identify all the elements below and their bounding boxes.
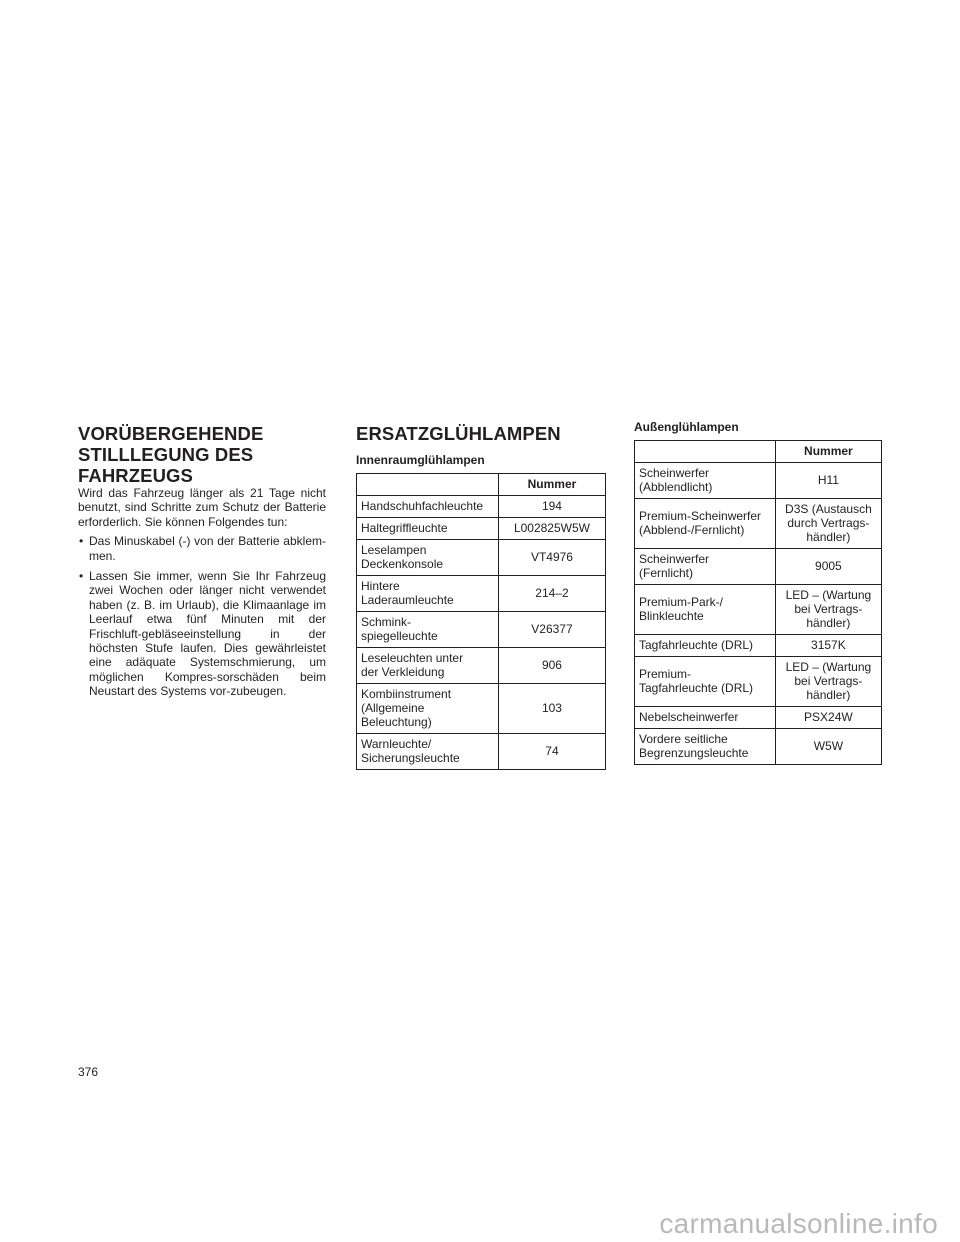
bulb-number-cell <box>775 635 881 657</box>
header-blank-cell <box>635 441 776 463</box>
bulb-name-cell <box>635 499 776 549</box>
interior-bulbs-subheading: Innenraumglühlampen <box>356 453 485 467</box>
table-header-row <box>635 441 882 463</box>
bulb-name-cell <box>635 549 776 585</box>
bulb-name-line: Begrenzungsleuchte <box>639 746 749 760</box>
bulb-name-line: Nebelscheinwerfer <box>639 710 739 724</box>
bulb-name-line: Premium- <box>639 667 692 681</box>
table-row <box>357 576 606 612</box>
bulb-number-cell <box>498 576 605 612</box>
bulb-name-line: Handschuhfachleuchte <box>361 499 484 513</box>
bulb-name-cell <box>357 496 499 518</box>
header-number-cell: Nummer <box>775 441 881 463</box>
bulb-name-line: Tagfahrleuchte (DRL) <box>639 681 754 695</box>
bulb-name-cell <box>357 734 499 770</box>
bulb-name-cell <box>635 635 776 657</box>
bulb-number-cell <box>498 734 605 770</box>
bulb-number-cell <box>498 518 605 540</box>
exterior-bulbs-table <box>634 440 882 765</box>
bulb-name-line: Hintere <box>361 579 400 593</box>
bulb-number-line: 9005 <box>815 559 842 573</box>
table-row <box>357 612 606 648</box>
bulb-name-line: Schmink- <box>361 615 412 629</box>
bulb-number-cell <box>775 463 881 499</box>
bulb-number-line: H11 <box>817 473 839 487</box>
bulb-name-cell <box>635 463 776 499</box>
table-row <box>635 707 882 729</box>
bulb-number-line: bei Vertrags- <box>794 674 863 688</box>
bulb-number-cell <box>775 549 881 585</box>
bulb-number-line: 74 <box>545 744 559 758</box>
table-row <box>357 540 606 576</box>
bulb-number-line: 103 <box>541 701 562 715</box>
bulb-name-line: (Abblend-/Fernlicht) <box>639 523 745 537</box>
bulb-name-line: Scheinwerfer <box>639 552 710 566</box>
bulb-number-line: VT4976 <box>530 550 573 564</box>
bulb-name-line: Beleuchtung) <box>361 715 432 729</box>
bulb-name-line: Laderaumleuchte <box>361 593 454 607</box>
exterior-bulbs-subheading: Außenglühlampen <box>634 420 739 434</box>
storage-heading-line: FAHRZEUGS <box>78 465 193 486</box>
bulb-number-line: 3157K <box>811 638 846 652</box>
page-number: 376 <box>78 1065 99 1079</box>
bulb-name-cell <box>357 612 499 648</box>
bulb-number-line: W5W <box>813 739 844 753</box>
storage-heading-line: STILLLEGUNG DES <box>78 444 254 465</box>
bulb-number-cell <box>498 612 605 648</box>
bulb-number-line: PSX24W <box>804 710 853 724</box>
storage-section <box>78 420 326 705</box>
bulb-name-line: (Fernlicht) <box>639 566 694 580</box>
bulb-name-line: Scheinwerfer <box>639 466 710 480</box>
bulb-name-line: Deckenkonsole <box>361 557 444 571</box>
bulb-number-cell <box>498 540 605 576</box>
bulb-number-cell <box>498 684 605 734</box>
storage-intro: Wird das Fahrzeug länger als 21 Tage nicht benutzt, sind Schritte zum Schutz der Batterie erforderlich. Sie können Folgendes tun: <box>78 486 326 529</box>
bulb-number-line: LED – (Wartung <box>785 660 872 674</box>
bulb-number-line: durch Vertrags- <box>787 516 870 530</box>
table-row <box>357 496 606 518</box>
bulb-number-line: 906 <box>541 658 562 672</box>
exterior-bulbs-section <box>634 420 882 765</box>
bullet-icon: • <box>79 534 84 549</box>
table-row <box>357 734 606 770</box>
bulb-number-line: händler) <box>806 530 851 544</box>
bulb-name-line: Warnleuchte/ <box>361 737 432 751</box>
bulb-number-cell <box>498 496 605 518</box>
bulb-number-cell <box>775 585 881 635</box>
replacement-bulbs-section <box>356 420 606 770</box>
bulb-number-line: händler) <box>806 688 851 702</box>
table-row <box>635 463 882 499</box>
bulb-name-line: Premium-Scheinwerfer <box>639 509 762 523</box>
bulb-name-line: (Abblendlicht) <box>639 480 713 494</box>
bulb-number-line: 194 <box>541 499 562 513</box>
bulb-name-line: (Allgemeine <box>361 701 425 715</box>
bulb-number-line: V26377 <box>531 622 573 636</box>
bullet-text: Das Minuskabel (-) von der Batterie abklem-men. <box>89 534 326 563</box>
bulb-number-line: 214–2 <box>535 586 569 600</box>
table-row <box>357 518 606 540</box>
header-blank-cell <box>357 474 499 496</box>
storage-heading <box>78 423 326 486</box>
bulb-name-line: Vordere seitliche <box>639 732 728 746</box>
watermark-logo: carmanualsonline.info <box>659 1208 938 1239</box>
bulb-name-cell <box>357 684 499 734</box>
bulb-number-line: D3S (Austausch <box>785 502 872 516</box>
bulb-name-cell <box>357 648 499 684</box>
bullet-item <box>78 569 326 699</box>
bulb-number-cell <box>775 499 881 549</box>
table-row <box>635 635 882 657</box>
bulb-name-cell <box>357 576 499 612</box>
table-row <box>635 585 882 635</box>
bulb-name-line: der Verkleidung <box>361 665 445 679</box>
bullet-icon: • <box>79 569 84 584</box>
table-row <box>357 684 606 734</box>
bulb-name-line: Kombiinstrument <box>361 687 452 701</box>
bulb-number-line: bei Vertrags- <box>794 602 863 616</box>
bullet-text: Lassen Sie immer, wenn Sie Ihr Fahrzeug zwei Wochen oder länger nicht verwendet haben (z. B. im Urlaub), die Klimaanlage im Leerlauf etwa fünf Minuten mit der Frischluft-gebläseeinstellung in der höchsten Stufe laufen. Dies gewährleistet eine adäquate Systemschmierung, um möglichen Kompres-sorschäden beim Neustart des Systems vor-zubeugen. <box>89 569 326 699</box>
bulb-name-line: Premium-Park-/ <box>639 595 724 609</box>
bulb-number-cell <box>775 657 881 707</box>
table-header-row <box>357 474 606 496</box>
bulb-number-cell <box>775 707 881 729</box>
bulb-name-cell <box>635 729 776 765</box>
bulb-name-line: Tagfahrleuchte (DRL) <box>639 638 754 652</box>
bulb-name-cell <box>635 657 776 707</box>
replacement-bulbs-heading: ERSATZGLÜHLAMPEN <box>356 423 561 444</box>
bulb-number-cell <box>498 648 605 684</box>
interior-bulbs-table <box>356 473 606 770</box>
table-row <box>635 729 882 765</box>
bulb-name-line: Leseleuchten unter <box>361 651 464 665</box>
bulb-number-line: händler) <box>806 616 851 630</box>
bulb-number-line: LED – (Wartung <box>785 588 872 602</box>
bulb-name-cell <box>357 518 499 540</box>
bulb-name-cell <box>635 585 776 635</box>
bulb-name-line: Leselampen <box>361 543 427 557</box>
storage-heading-line: VORÜBERGEHENDE <box>78 423 264 444</box>
header-number-cell: Nummer <box>498 474 605 496</box>
storage-bullet-list <box>78 534 326 698</box>
bulb-name-line: Haltegriffleuchte <box>361 521 448 535</box>
table-row <box>357 648 606 684</box>
table-row <box>635 499 882 549</box>
table-row <box>635 549 882 585</box>
bulb-name-cell <box>357 540 499 576</box>
bulb-name-line: spiegelleuchte <box>361 629 438 643</box>
bulb-name-line: Sicherungsleuchte <box>361 751 460 765</box>
bulb-number-cell <box>775 729 881 765</box>
bulb-number-line: L002825W5W <box>513 521 590 535</box>
bulb-name-cell <box>635 707 776 729</box>
bullet-item <box>78 534 326 563</box>
table-row <box>635 657 882 707</box>
bulb-name-line: Blinkleuchte <box>639 609 704 623</box>
